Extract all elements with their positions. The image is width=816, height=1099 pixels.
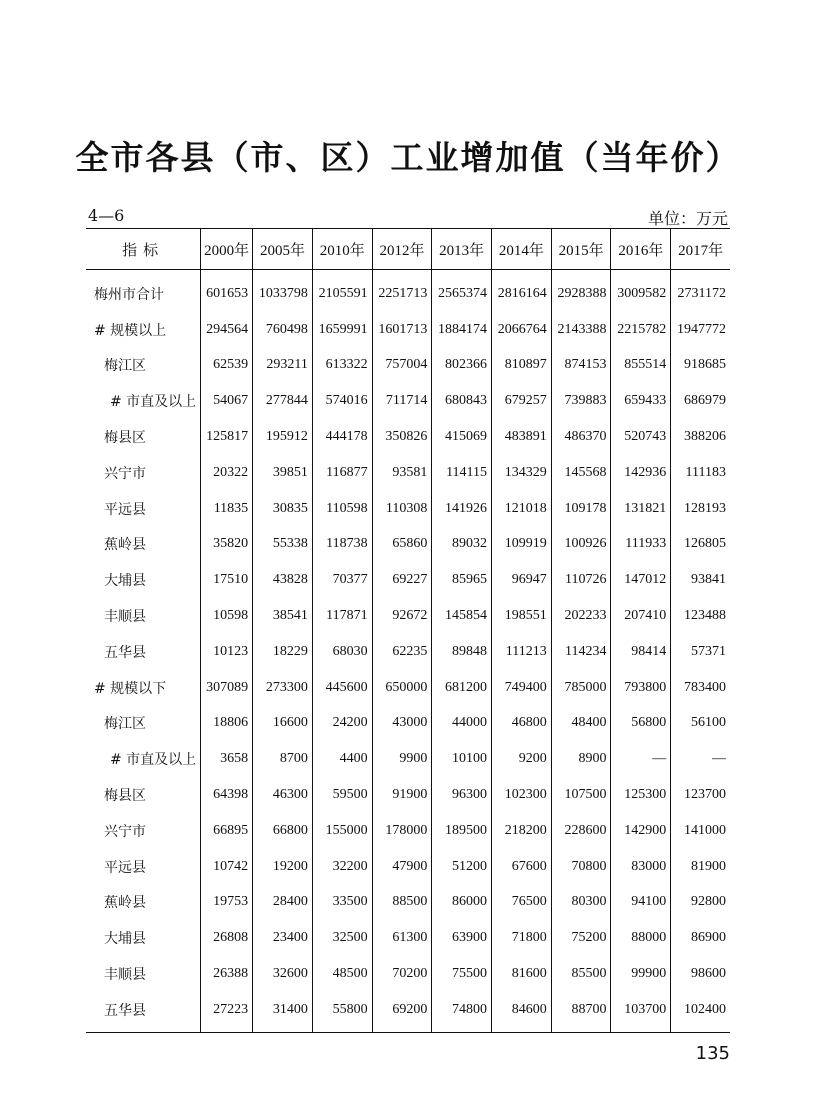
table-cell: 68030 xyxy=(312,634,372,670)
table-cell: 760498 xyxy=(253,312,313,348)
table-cell: 483891 xyxy=(492,419,552,455)
table-cell: 39851 xyxy=(253,455,313,491)
table-cell: 86900 xyxy=(671,920,730,956)
table-cell: 64398 xyxy=(201,777,253,813)
row-label: 梅州市合计 xyxy=(94,286,164,303)
table-cell: 757004 xyxy=(372,348,432,384)
table-cell: 69200 xyxy=(372,992,432,1032)
table-cell: 75500 xyxy=(432,956,492,992)
table-cell: 10123 xyxy=(201,634,253,670)
table-cell: 4400 xyxy=(312,741,372,777)
table-cell: 18229 xyxy=(253,634,313,670)
table-cell: 3009582 xyxy=(611,270,671,312)
table-cell: 650000 xyxy=(372,670,432,706)
row-label: 平远县 xyxy=(104,859,146,876)
table-cell: 100926 xyxy=(551,527,611,563)
table-cell: 574016 xyxy=(312,383,372,419)
table-cell: 114115 xyxy=(432,455,492,491)
table-cell: 123488 xyxy=(671,598,730,634)
table-cell: 27223 xyxy=(201,992,253,1032)
table-cell: 93581 xyxy=(372,455,432,491)
row-label: 兴宁市 xyxy=(104,823,146,840)
table-cell: 75200 xyxy=(551,920,611,956)
table-cell: 107500 xyxy=(551,777,611,813)
table-cell: 54067 xyxy=(201,383,253,419)
table-row xyxy=(86,885,730,921)
table-cell: 785000 xyxy=(551,670,611,706)
table-cell: 10598 xyxy=(201,598,253,634)
table-cell: 2105591 xyxy=(312,270,372,312)
page-title: 全市各县（市、区）工业增加值（当年价） xyxy=(75,138,741,177)
table-cell: 88000 xyxy=(611,920,671,956)
row-label: 五华县 xyxy=(86,992,201,1032)
table-cell: 145854 xyxy=(432,598,492,634)
table-cell: 686979 xyxy=(671,383,730,419)
table-row xyxy=(86,312,730,348)
table-row xyxy=(86,491,730,527)
table-cell: 109919 xyxy=(492,527,552,563)
table-cell: 198551 xyxy=(492,598,552,634)
table-cell: 88500 xyxy=(372,885,432,921)
table-cell: 24200 xyxy=(312,706,372,742)
table-cell: 125300 xyxy=(611,777,671,813)
table-cell: 2731172 xyxy=(671,270,730,312)
table-cell: 76500 xyxy=(492,885,552,921)
table-cell: 118738 xyxy=(312,527,372,563)
table-row xyxy=(86,348,730,384)
table-row xyxy=(86,992,730,1032)
table-row xyxy=(86,270,730,312)
table-cell: 659433 xyxy=(611,383,671,419)
table-cell: 66800 xyxy=(253,813,313,849)
header-year: 2014年 xyxy=(492,229,552,270)
table-cell: 43828 xyxy=(253,562,313,598)
table-row xyxy=(86,419,730,455)
table-cell: 8900 xyxy=(551,741,611,777)
table-cell: 2143388 xyxy=(551,312,611,348)
table-row xyxy=(86,598,730,634)
table-cell: 121018 xyxy=(492,491,552,527)
table-cell: 69227 xyxy=(372,562,432,598)
table-cell: 28400 xyxy=(253,885,313,921)
table-cell: 26808 xyxy=(201,920,253,956)
table-cell: 109178 xyxy=(551,491,611,527)
table-cell: 98600 xyxy=(671,956,730,992)
table-cell: 874153 xyxy=(551,348,611,384)
table-cell: 56100 xyxy=(671,706,730,742)
table-cell: 155000 xyxy=(312,813,372,849)
table-cell: 20322 xyxy=(201,455,253,491)
table-cell: 26388 xyxy=(201,956,253,992)
table-row xyxy=(86,777,730,813)
table-cell: 43000 xyxy=(372,706,432,742)
table-cell: 96300 xyxy=(432,777,492,813)
table-cell: 445600 xyxy=(312,670,372,706)
table-cell: 62235 xyxy=(372,634,432,670)
table-cell: 19753 xyxy=(201,885,253,921)
table-cell: 80300 xyxy=(551,885,611,921)
table-cell: 1884174 xyxy=(432,312,492,348)
row-label: 梅县区 xyxy=(104,788,146,805)
table-cell: 23400 xyxy=(253,920,313,956)
header-row xyxy=(86,229,730,270)
table-cell: 1947772 xyxy=(671,312,730,348)
table-cell: 142936 xyxy=(611,455,671,491)
table-cell: 99900 xyxy=(611,956,671,992)
table-cell: 178000 xyxy=(372,813,432,849)
table-cell: 147012 xyxy=(611,562,671,598)
row-label: 大埔县 xyxy=(104,931,146,948)
table-body xyxy=(86,270,730,1033)
table-cell: 2066764 xyxy=(492,312,552,348)
header-year: 2000年 xyxy=(201,229,253,270)
table-cell: 145568 xyxy=(551,455,611,491)
table-cell: 207410 xyxy=(611,598,671,634)
row-label: # 规模以下 xyxy=(94,680,167,697)
industrial-value-added-table xyxy=(86,228,730,1033)
table-cell: 749400 xyxy=(492,670,552,706)
row-label: 五华县 xyxy=(104,644,146,661)
table-cell: 114234 xyxy=(551,634,611,670)
table-row xyxy=(86,706,730,742)
header-year: 2012年 xyxy=(372,229,432,270)
table-cell: 61300 xyxy=(372,920,432,956)
table-cell: 67600 xyxy=(492,849,552,885)
row-label: # 规模以上 xyxy=(94,322,167,339)
table-cell: 8700 xyxy=(253,741,313,777)
table-cell: 86000 xyxy=(432,885,492,921)
table-cell: 92800 xyxy=(671,885,730,921)
table-cell: 141926 xyxy=(432,491,492,527)
table-cell: 142900 xyxy=(611,813,671,849)
table-cell: 125817 xyxy=(201,419,253,455)
table-cell: 444178 xyxy=(312,419,372,455)
table-cell: 110598 xyxy=(312,491,372,527)
table-cell: 46800 xyxy=(492,706,552,742)
table-cell: 102300 xyxy=(492,777,552,813)
table-row xyxy=(86,920,730,956)
table-cell: — xyxy=(611,741,671,777)
table-cell: 111183 xyxy=(671,455,730,491)
table-cell: 681200 xyxy=(432,670,492,706)
table-cell: 9900 xyxy=(372,741,432,777)
table-cell: 307089 xyxy=(201,670,253,706)
table-row xyxy=(86,455,730,491)
table-cell: 9200 xyxy=(492,741,552,777)
row-label: 蕉岭县 xyxy=(104,537,146,554)
row-label: 大埔县 xyxy=(104,573,146,590)
table-cell: 141000 xyxy=(671,813,730,849)
page-number: 135 xyxy=(695,1043,730,1064)
table-cell: 128193 xyxy=(671,491,730,527)
table-cell: 711714 xyxy=(372,383,432,419)
table-cell: 70800 xyxy=(551,849,611,885)
table-cell: 94100 xyxy=(611,885,671,921)
table-cell: 83000 xyxy=(611,849,671,885)
table-cell: 293211 xyxy=(253,348,313,384)
table-cell: 32500 xyxy=(312,920,372,956)
table-cell: 613322 xyxy=(312,348,372,384)
table-cell: 47900 xyxy=(372,849,432,885)
table-cell: 3658 xyxy=(201,741,253,777)
table-row xyxy=(86,741,730,777)
table-cell: 195912 xyxy=(253,419,313,455)
table-cell: 32600 xyxy=(253,956,313,992)
table-cell: 1601713 xyxy=(372,312,432,348)
table-cell: 117871 xyxy=(312,598,372,634)
table-cell: 11835 xyxy=(201,491,253,527)
table-cell: 855514 xyxy=(611,348,671,384)
table-cell: 103700 xyxy=(611,992,671,1032)
table-cell: 810897 xyxy=(492,348,552,384)
table-cell: 70200 xyxy=(372,956,432,992)
table-cell: 89848 xyxy=(432,634,492,670)
table-cell: 31400 xyxy=(253,992,313,1032)
table-cell: 2565374 xyxy=(432,270,492,312)
table-cell: 228600 xyxy=(551,813,611,849)
table-row xyxy=(86,562,730,598)
table-cell: 802366 xyxy=(432,348,492,384)
table-cell: 126805 xyxy=(671,527,730,563)
table-row xyxy=(86,527,730,563)
table-cell: 2215782 xyxy=(611,312,671,348)
table-cell: 273300 xyxy=(253,670,313,706)
table-cell: 202233 xyxy=(551,598,611,634)
row-label: 梅江区 xyxy=(104,358,146,375)
header-year: 2005年 xyxy=(253,229,313,270)
table-row xyxy=(86,634,730,670)
row-label: 丰顺县 xyxy=(104,609,146,626)
table-cell: 10742 xyxy=(201,849,253,885)
table-row xyxy=(86,813,730,849)
row-label: 蕉岭县 xyxy=(104,895,146,912)
table-cell: 294564 xyxy=(201,312,253,348)
table-cell: 48500 xyxy=(312,956,372,992)
table-cell: 123700 xyxy=(671,777,730,813)
table-cell: 102400 xyxy=(671,992,730,1032)
unit-label: 单位：万元 xyxy=(647,209,728,228)
table-cell: 110726 xyxy=(551,562,611,598)
table-row xyxy=(86,670,730,706)
table-cell: 44000 xyxy=(432,706,492,742)
table-cell: 98414 xyxy=(611,634,671,670)
table-cell: 96947 xyxy=(492,562,552,598)
table-cell: 111213 xyxy=(492,634,552,670)
table-cell: 85965 xyxy=(432,562,492,598)
table-cell: — xyxy=(671,741,730,777)
table-cell: 218200 xyxy=(492,813,552,849)
table-cell: 46300 xyxy=(253,777,313,813)
table-cell: 110308 xyxy=(372,491,432,527)
table-cell: 74800 xyxy=(432,992,492,1032)
table-cell: 71800 xyxy=(492,920,552,956)
table-cell: 520743 xyxy=(611,419,671,455)
table-cell: 92672 xyxy=(372,598,432,634)
table-cell: 116877 xyxy=(312,455,372,491)
table-row xyxy=(86,383,730,419)
header-year: 2010年 xyxy=(312,229,372,270)
table-cell: 91900 xyxy=(372,777,432,813)
table-cell: 415069 xyxy=(432,419,492,455)
table-cell: 30835 xyxy=(253,491,313,527)
table-cell: 131821 xyxy=(611,491,671,527)
table-cell: 1659991 xyxy=(312,312,372,348)
table-cell: 783400 xyxy=(671,670,730,706)
row-label: # 市直及以上 xyxy=(110,752,197,769)
table-row xyxy=(86,849,730,885)
header-year: 2015年 xyxy=(551,229,611,270)
table-cell: 48400 xyxy=(551,706,611,742)
table-cell: 81900 xyxy=(671,849,730,885)
table-cell: 63900 xyxy=(432,920,492,956)
row-label: 梅江区 xyxy=(104,716,146,733)
table-cell: 51200 xyxy=(432,849,492,885)
table-cell: 2928388 xyxy=(551,270,611,312)
table-number: 4—6 xyxy=(88,206,125,225)
header-indicator: 指标 xyxy=(86,229,201,270)
table-cell: 66895 xyxy=(201,813,253,849)
table-cell: 19200 xyxy=(253,849,313,885)
table-cell: 388206 xyxy=(671,419,730,455)
table-header xyxy=(86,229,730,270)
header-year: 2013年 xyxy=(432,229,492,270)
table-row xyxy=(86,956,730,992)
table-cell: 35820 xyxy=(201,527,253,563)
table-cell: 38541 xyxy=(253,598,313,634)
table-cell: 1033798 xyxy=(253,270,313,312)
table-cell: 680843 xyxy=(432,383,492,419)
table-cell: 84600 xyxy=(492,992,552,1032)
table-cell: 93841 xyxy=(671,562,730,598)
table-cell: 89032 xyxy=(432,527,492,563)
row-label: # 市直及以上 xyxy=(110,394,197,411)
table-cell: 81600 xyxy=(492,956,552,992)
table-cell: 85500 xyxy=(551,956,611,992)
table-cell: 189500 xyxy=(432,813,492,849)
table-cell: 918685 xyxy=(671,348,730,384)
table-cell: 88700 xyxy=(551,992,611,1032)
table-cell: 70377 xyxy=(312,562,372,598)
row-label: 兴宁市 xyxy=(104,465,146,482)
row-label: 平远县 xyxy=(104,501,146,518)
table-cell: 65860 xyxy=(372,527,432,563)
table-cell: 33500 xyxy=(312,885,372,921)
table-cell: 486370 xyxy=(551,419,611,455)
table-cell: 2816164 xyxy=(492,270,552,312)
table-cell: 62539 xyxy=(201,348,253,384)
table-cell: 111933 xyxy=(611,527,671,563)
table-cell: 55338 xyxy=(253,527,313,563)
table-cell: 2251713 xyxy=(372,270,432,312)
table-cell: 134329 xyxy=(492,455,552,491)
table-cell: 56800 xyxy=(611,706,671,742)
header-year: 2016年 xyxy=(611,229,671,270)
row-label: 梅县区 xyxy=(104,430,146,447)
table-cell: 32200 xyxy=(312,849,372,885)
table-cell: 10100 xyxy=(432,741,492,777)
table-cell: 793800 xyxy=(611,670,671,706)
header-year: 2017年 xyxy=(671,229,730,270)
table-cell: 679257 xyxy=(492,383,552,419)
row-label: 丰顺县 xyxy=(104,967,146,984)
table-cell: 16600 xyxy=(253,706,313,742)
table-cell: 350826 xyxy=(372,419,432,455)
table-cell: 18806 xyxy=(201,706,253,742)
table-cell: 739883 xyxy=(551,383,611,419)
table-cell: 277844 xyxy=(253,383,313,419)
table-cell: 57371 xyxy=(671,634,730,670)
table-cell: 17510 xyxy=(201,562,253,598)
table-cell: 601653 xyxy=(201,270,253,312)
table-cell: 59500 xyxy=(312,777,372,813)
table-cell: 55800 xyxy=(312,992,372,1032)
